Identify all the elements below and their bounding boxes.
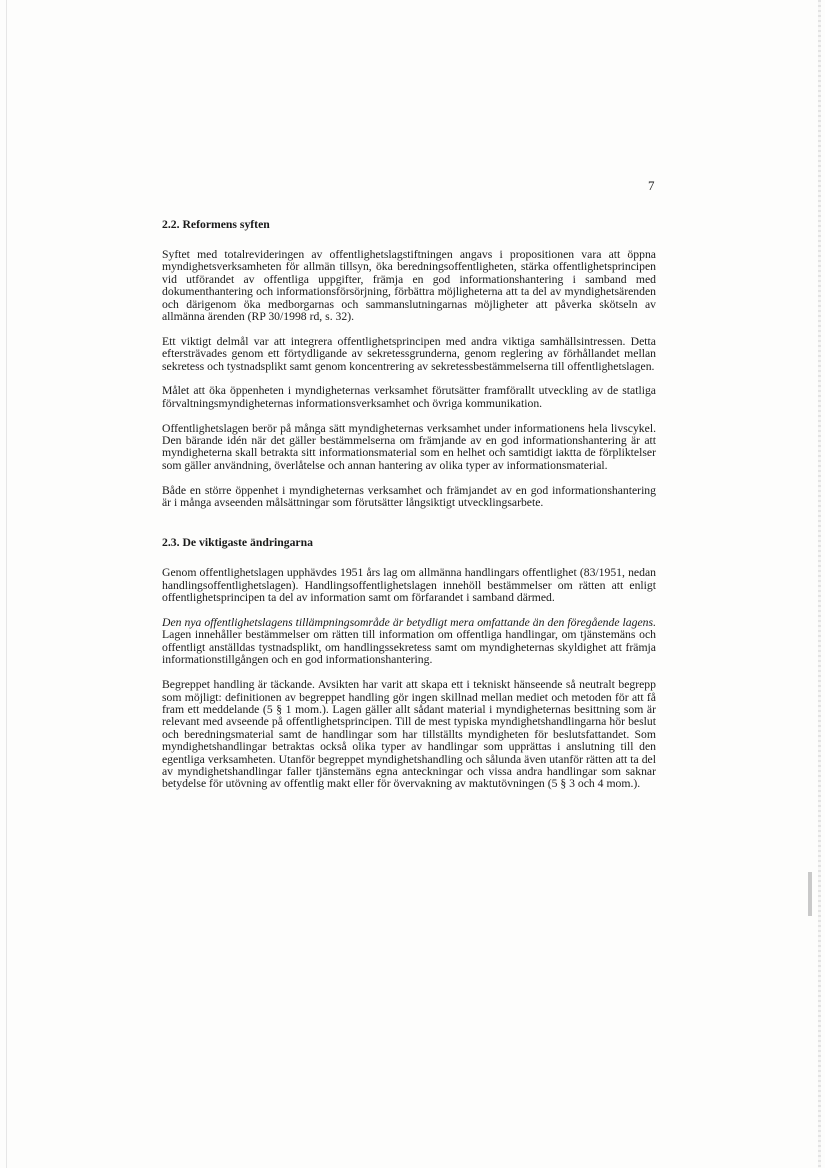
paragraph-2-2-1: Syftet med totalrevideringen av offentlighetslagstiftningen angavs i propositionen vara att öppna myndighetsverksamheten för allmän tillsyn, öka beredningsoffentligheten, stärka offentlighetsprincipen vid utförandet av offentliga uppgifter, främja en god informationshantering i samband med dokumenthantering och informationsförsörjning, förbättra möjligheterna att ta del av myndighetsärenden och därigenom öka medborgarnas och sammanslutningarnas möjligheter att påverka skötseln av allmänna ärenden (RP 30/1998 rd, s. 32). [162, 248, 656, 324]
paragraph-2-3-2 [162, 617, 656, 667]
section-heading-2-2: 2.2. Reformens syften [162, 218, 270, 231]
paragraph-2-3-2-rest: Lagen innehåller bestämmelser om rätten till information om offentliga handlingar, om tjänstemäns och offentligt anställdas tystnadsplikt, om handlingssekretess samt om myndigheternas skyldighet att främja informationstillgången och en god informationshantering. [162, 628, 656, 667]
paragraph-2-3-1: Genom offentlighetslagen upphävdes 1951 års lag om allmänna handlingars offentlighet (83/1951, nedan handlingsoffentlighetslagen). Handlingsoffentlighetslagen innehöll bestämmelser om rätten att enligt offentlighetsprincipen ta del av information samt om förfarandet i samband därmed. [162, 566, 656, 605]
scan-edge-right [818, 0, 821, 1168]
paragraph-2-2-5: Både en större öppenhet i myndigheternas verksamhet och främjandet av en god informationshantering är i många avseenden målsättningar som förutsätter långsiktigt utvecklingsarbete. [162, 483, 656, 510]
page-number: 7 [648, 178, 655, 193]
section-heading-2-3: 2.3. De viktigaste ändringarna [162, 536, 313, 550]
scan-mark [808, 872, 812, 916]
document-body [162, 218, 656, 803]
paragraph-2-2-3: Målet att öka öppenheten i myndigheternas verksamhet förutsätter framförallt utveckling av de statliga förvaltningsmyndigheternas informationsverksamhet och övriga kommunikation. [162, 384, 656, 410]
paragraph-2-3-3: Begreppet handling är täckande. Avsikten har varit att skapa ett i tekniskt hänseende så neutralt begrepp som möjligt: definitionen av begreppet handling gör ingen skillnad mellan mediet och metoden för att få fram ett meddelande (5 § 1 mom.). Lagen gäller allt sådant material i myndigheternas besittning som är relevant med avseende på offentlighetsprincipen. Till de mest typiska myndighetshandlingarna hör beslut och beredningsmaterial samt de handlingar som har tillställts myndigheten för beslutsfattandet. Som myndighetshandlingar betraktas också olika typer av handlingar som upprättas i anslutning till den egentliga verksamheten. Utanför begreppet myndighetshandling och sålunda även utanför rätten att ta del av myndighetshandlingar faller tjänstemäns egna anteckningar och vissa andra handlingar som saknar betydelse för utövning av offentlig makt eller för övervakning av maktutövningen (5 § 3 och 4 mom.). [162, 678, 656, 791]
paragraph-2-2-4: Offentlighetslagen berör på många sätt myndigheternas verksamhet under informationens hela livscykel. Den bärande idén när det gäller bestämmelserna om främjande av en god informationshantering är att myndigheterna skall betrakta sitt informationsmaterial som en helhet och samtidigt iaktta de förpliktelser som gäller användning, överlåtelse och annan hantering av olika typer av informationsmaterial. [162, 421, 656, 472]
paragraph-2-3-2-italic: Den nya offentlighetslagens tillämpningsområde är betydligt mera omfattande än den föregående lagens. [162, 616, 656, 630]
scan-edge-left [6, 0, 7, 1168]
paragraph-2-2-2: Ett viktigt delmål var att integrera offentlighetsprincipen med andra viktiga samhällsintressen. Detta eftersträvades genom ett förtydligande av sekretessgrunderna, genom reglering av förhållandet mellan sekretess och tystnadsplikt samt genom koncentrering av sekretessbestämmelserna till offentlighetslagen. [162, 334, 656, 373]
